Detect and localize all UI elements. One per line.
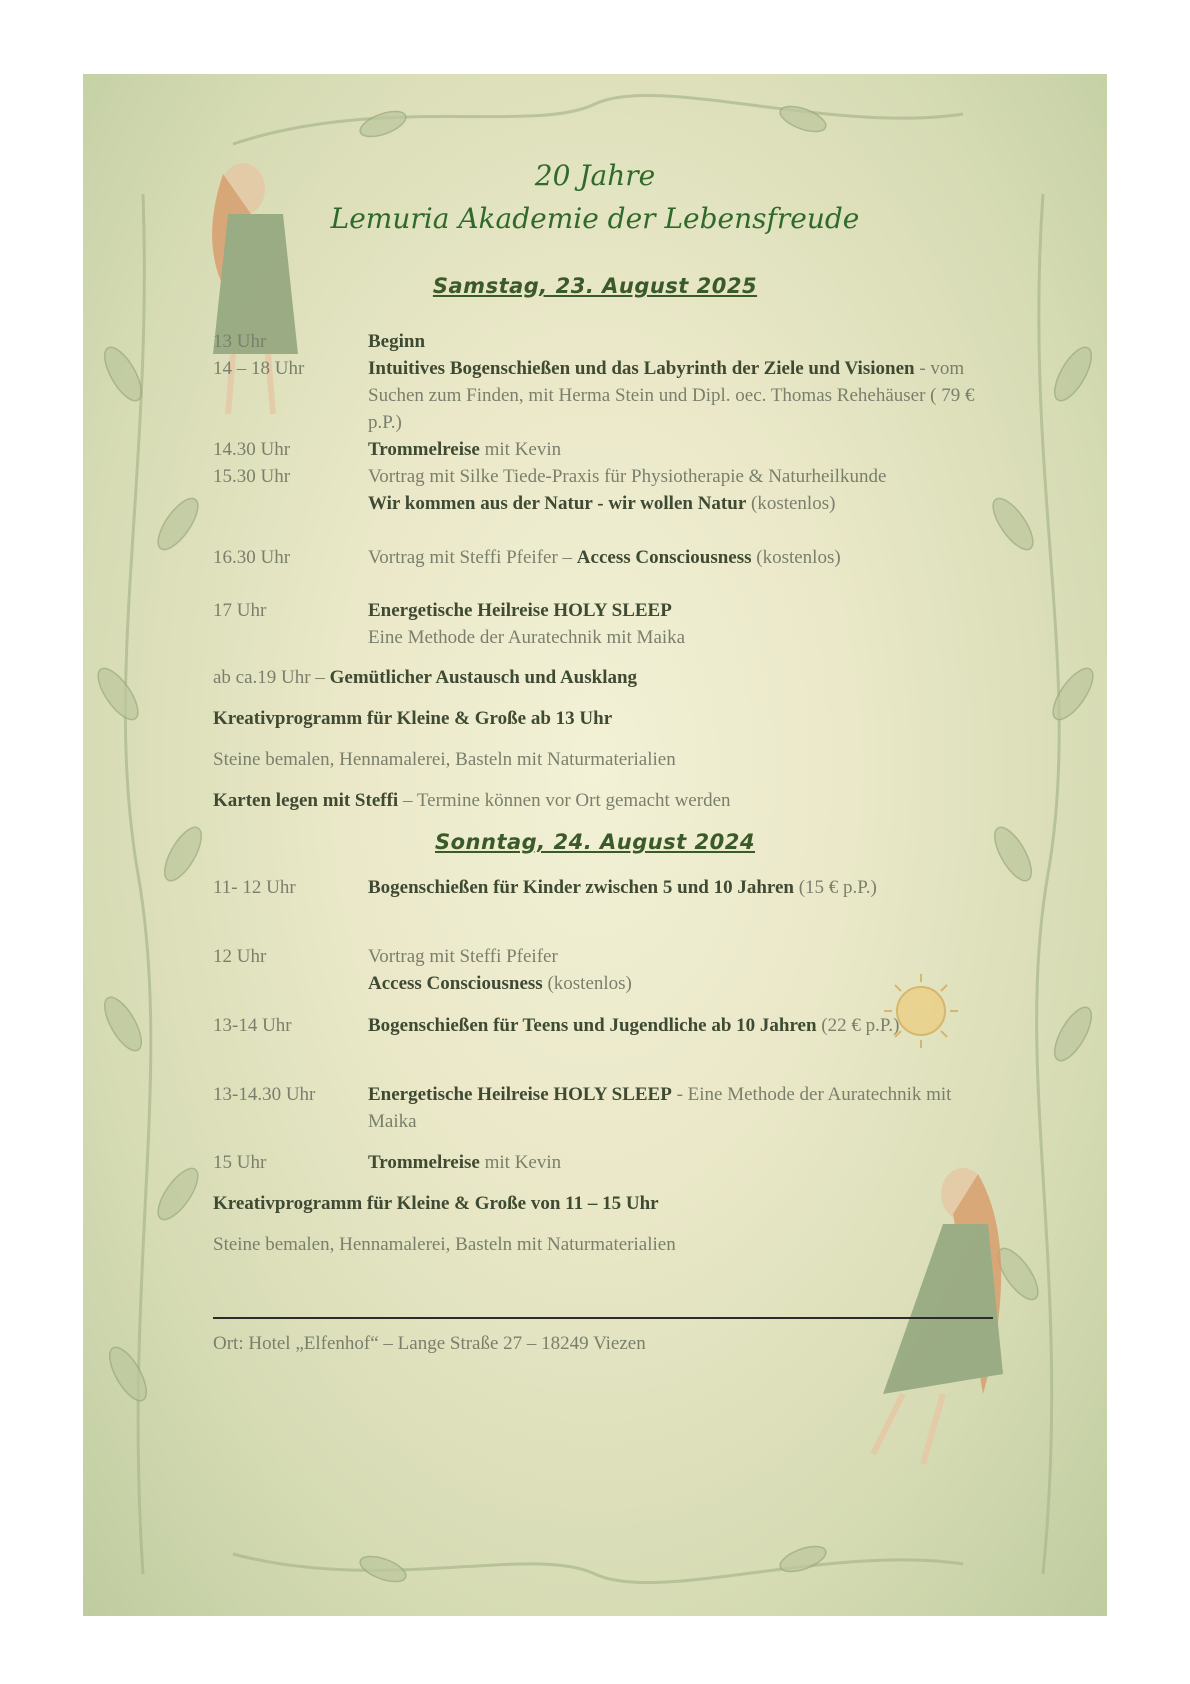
event-title: Energetische Heilreise HOLY SLEEP bbox=[368, 1084, 672, 1105]
evening-line: ab ca.19 Uhr – Gemütlicher Austausch und Ausklang bbox=[213, 667, 638, 688]
time: 16.30 Uhr bbox=[213, 547, 291, 568]
leaf bbox=[91, 663, 145, 726]
event-title: Energetische Heilreise HOLY SLEEP bbox=[368, 600, 672, 621]
invitation-sheet bbox=[83, 74, 1107, 1616]
leaf bbox=[357, 1551, 409, 1586]
event-details: - vom Suchen zum Finden, mit Herma Stein und Dipl. oec. Thomas Rehehäuser ( 79 € p.P.) bbox=[368, 358, 975, 433]
leaf bbox=[357, 106, 409, 141]
time: 11- 12 Uhr bbox=[213, 877, 296, 898]
event-price: (15 € p.P.) bbox=[793, 877, 877, 898]
top-vine bbox=[233, 95, 963, 144]
leaf bbox=[103, 1342, 154, 1406]
leaf bbox=[151, 493, 205, 556]
creative-heading-saturday: Kreativprogramm für Kleine & Große ab 13 Uhr bbox=[213, 708, 613, 729]
event-details: - Eine Methode der Auratechnik mit Maika bbox=[368, 1084, 952, 1132]
event-title: Bogenschießen für Teens und Jugendliche ab 10 Jahren bbox=[368, 1015, 817, 1036]
event-price: (kostenlos) bbox=[746, 493, 836, 514]
cards-line: Karten legen mit Steffi – Termine können vor Ort gemacht werden bbox=[213, 790, 731, 811]
creative-text-saturday: Steine bemalen, Hennamalerei, Basteln mit Naturmaterialien bbox=[213, 749, 676, 770]
creative-text-sunday: Steine bemalen, Hennamalerei, Basteln mit Naturmaterialien bbox=[213, 1234, 676, 1255]
time: 13 Uhr bbox=[213, 331, 267, 352]
event-price: (kostenlos) bbox=[751, 547, 841, 568]
leaf bbox=[1046, 663, 1100, 726]
event-details: mit Kevin bbox=[479, 1152, 562, 1173]
event-title: Access Consciousness bbox=[368, 973, 543, 994]
event-title: Bogenschießen für Kinder zwischen 5 und 10 Jahren bbox=[368, 877, 794, 898]
event-details: Vortrag mit Steffi Pfeifer – bbox=[368, 547, 577, 568]
time: 17 Uhr bbox=[213, 600, 267, 621]
event-title: Intuitives Bogenschießen und das Labyrinth der Ziele und Visionen bbox=[368, 358, 915, 379]
event-title: Wir kommen aus der Natur - wir wollen Natur bbox=[368, 493, 747, 514]
event-details: Vortrag mit Silke Tiede-Praxis für Physiotherapie & Naturheilkunde bbox=[368, 466, 887, 487]
event-title: Beginn bbox=[368, 331, 426, 352]
title-line-1: 20 Jahre bbox=[534, 159, 656, 192]
leaf bbox=[986, 493, 1040, 556]
leaf bbox=[1048, 342, 1099, 406]
leaf bbox=[151, 1163, 205, 1226]
event-price: (22 € p.P.) bbox=[816, 1015, 900, 1036]
right-vine-stem bbox=[1037, 194, 1060, 1574]
event-title: Trommelreise bbox=[368, 439, 480, 460]
event-details: Vortrag mit Steffi Pfeifer bbox=[368, 946, 558, 967]
event-title: Trommelreise bbox=[368, 1152, 480, 1173]
event-price: (kostenlos) bbox=[542, 973, 632, 994]
event-details: mit Kevin bbox=[479, 439, 562, 460]
leaf bbox=[98, 992, 149, 1056]
title-line-2: Lemuria Akademie der Lebensfreude bbox=[330, 202, 860, 235]
saturday-heading: Samstag, 23. August 2025 bbox=[432, 274, 758, 298]
time: 15 Uhr bbox=[213, 1152, 267, 1173]
time: 15.30 Uhr bbox=[213, 466, 291, 487]
time: 14.30 Uhr bbox=[213, 439, 291, 460]
time: 13-14.30 Uhr bbox=[213, 1084, 316, 1105]
creative-heading-sunday: Kreativprogramm für Kleine & Große von 11 – 15 Uhr bbox=[213, 1193, 659, 1214]
event-details: Eine Methode der Auratechnik mit Maika bbox=[368, 627, 686, 648]
location-line: Ort: Hotel „Elfenhof“ – Lange Straße 27 – 18249 Viezen bbox=[213, 1333, 646, 1354]
divider-line bbox=[213, 1317, 993, 1319]
time: 14 – 18 Uhr bbox=[213, 358, 305, 379]
time: 12 Uhr bbox=[213, 946, 267, 967]
leaf bbox=[1048, 1002, 1099, 1066]
leaf bbox=[777, 1541, 829, 1576]
event-title: Access Consciousness bbox=[576, 547, 752, 568]
leaf bbox=[777, 101, 829, 136]
sunday-heading: Sonntag, 24. August 2024 bbox=[435, 830, 755, 854]
time: 13-14 Uhr bbox=[213, 1015, 292, 1036]
bottom-vine bbox=[233, 1554, 963, 1583]
